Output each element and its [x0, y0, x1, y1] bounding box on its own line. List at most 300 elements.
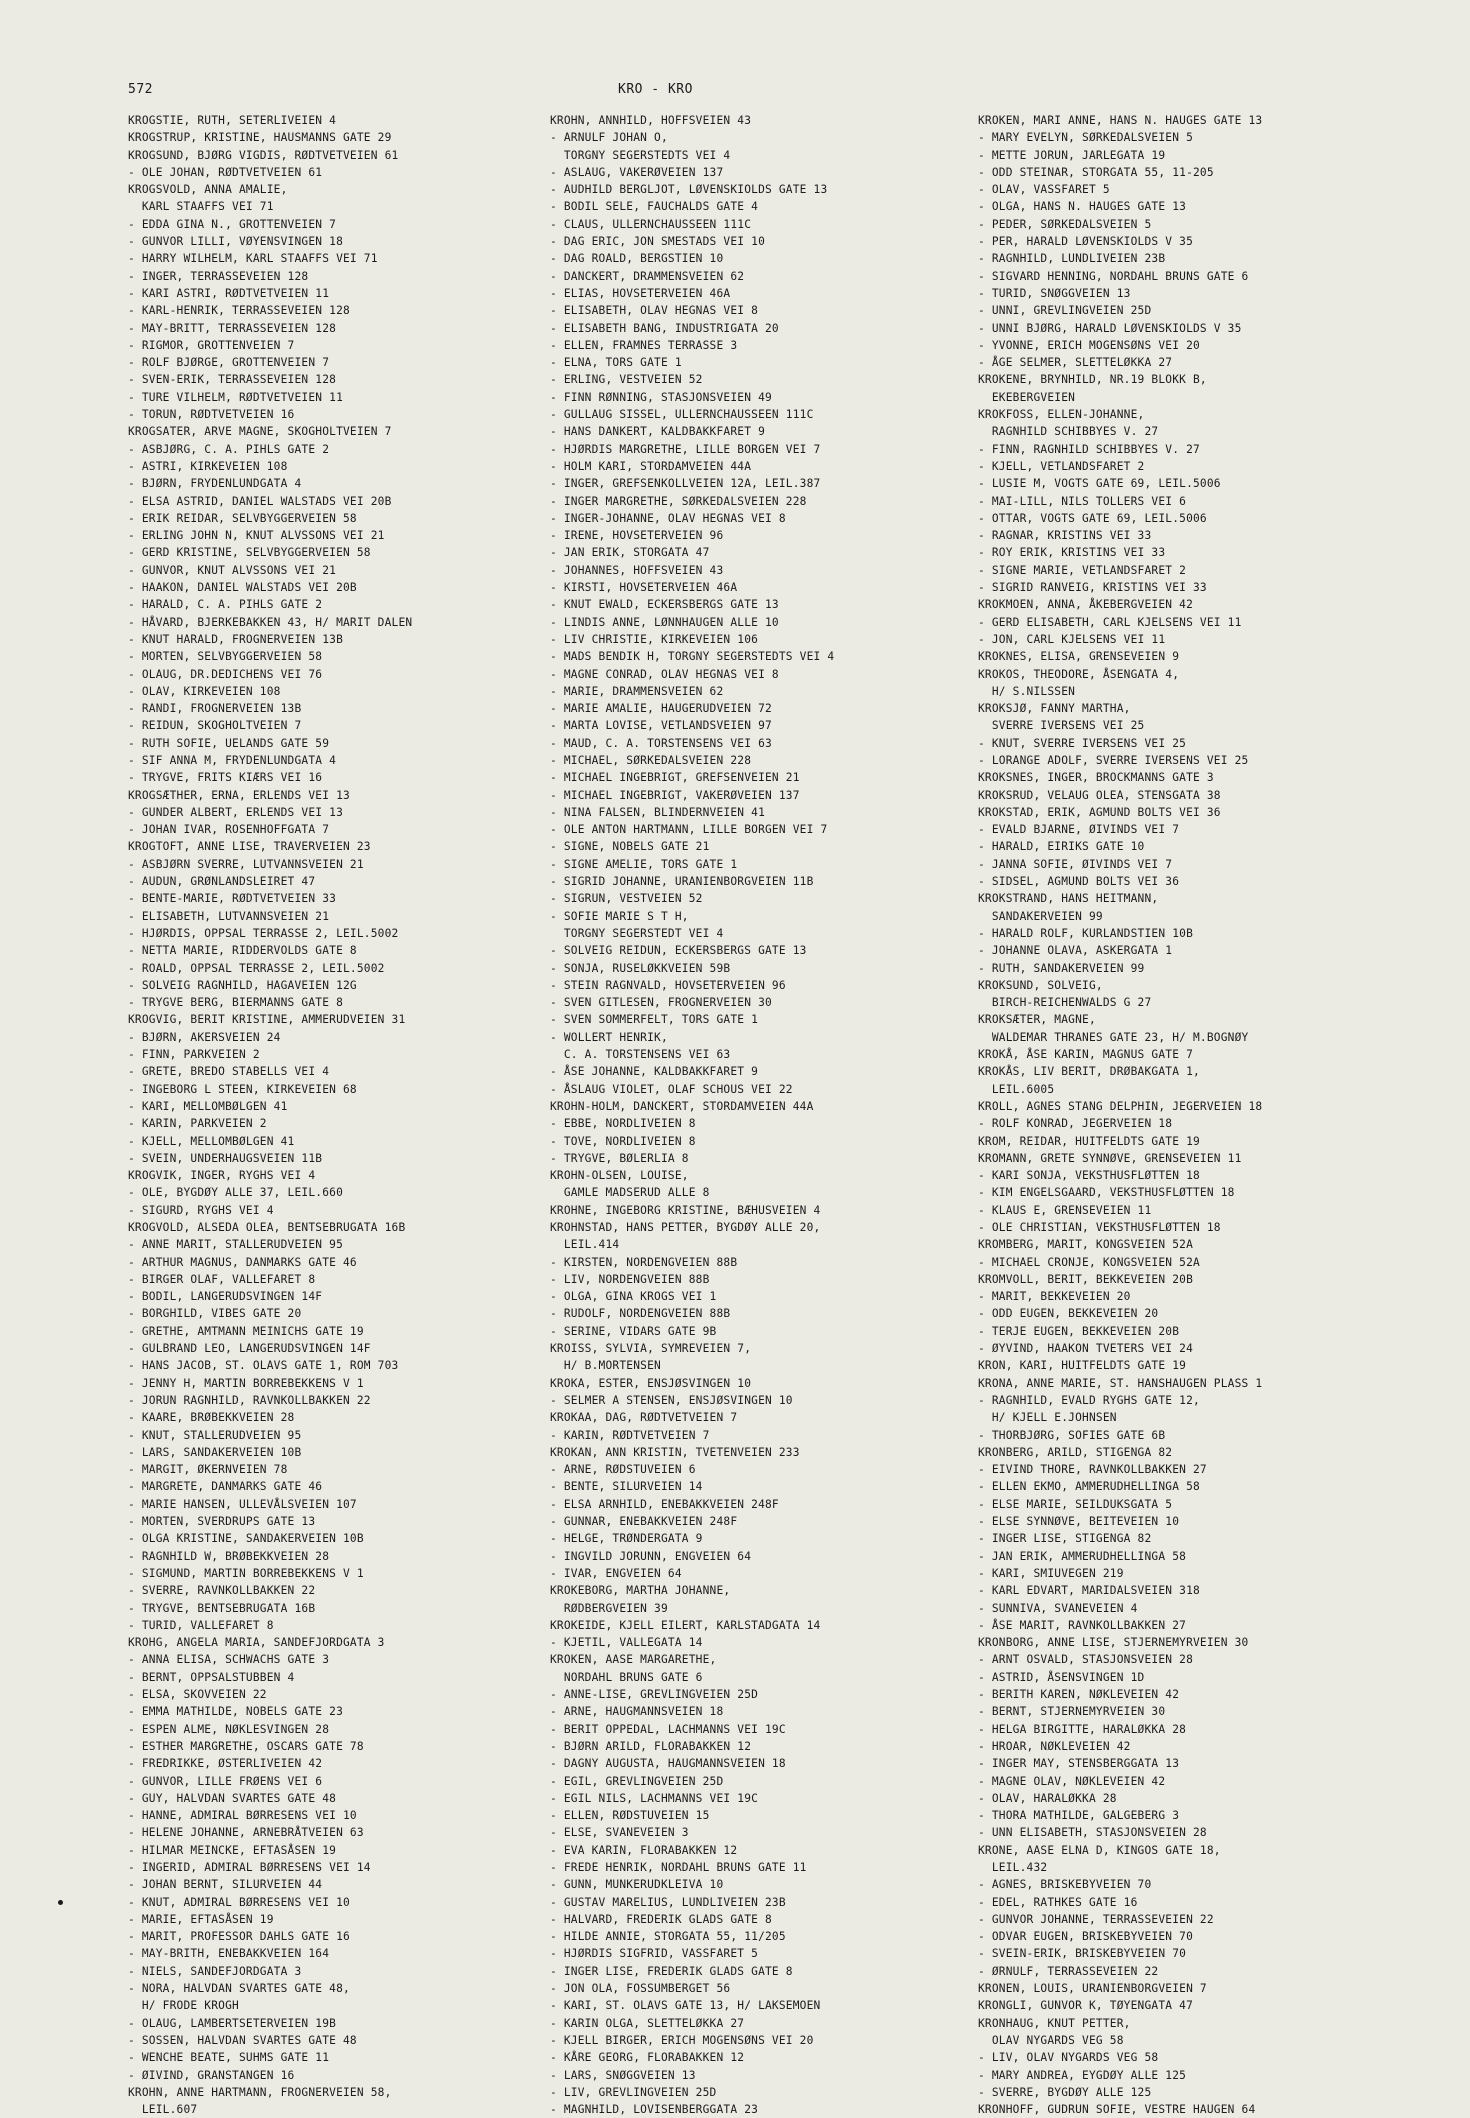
directory-entry: - MARGIT, ØKERNVEIEN 78: [128, 1463, 288, 1477]
directory-entry: - HALVARD, FREDERIK GLADS GATE 8: [550, 1912, 772, 1926]
directory-entry: - SIGNE MARIE, VETLANDSFARET 2: [978, 563, 1187, 577]
directory-entry: - ROLF KONRAD, JEGERVEIEN 18: [978, 1117, 1173, 1131]
directory-entry: KROGSVOLD, ANNA AMALIE,: [128, 183, 288, 197]
page-header: [128, 82, 1378, 102]
directory-entry: - ELSA, SKOVVEIEN 22: [128, 1688, 267, 1702]
directory-entry: - KNUT, ADMIRAL BØRRESENS VEI 10: [128, 1895, 350, 1909]
directory-entry: - JOHAN BERNT, SILURVEIEN 44: [128, 1878, 323, 1892]
directory-entry: KROKSNES, INGER, BROCKMANNS GATE 3: [978, 771, 1214, 785]
directory-entry: LEIL.607: [128, 2103, 198, 2117]
directory-entry: - MARIT, BEKKEVEIEN 20: [978, 1290, 1131, 1304]
directory-entry: - BERNT, STJERNEMYRVEIEN 30: [978, 1705, 1166, 1719]
directory-entry: KROKEBORG, MARTHA JOHANNE,: [550, 1584, 731, 1598]
directory-entry: - EVA KARIN, FLORABAKKEN 12: [550, 1843, 738, 1857]
directory-entry: LEIL.6005: [978, 1082, 1055, 1096]
directory-entry: - ÅSLAUG VIOLET, OLAF SCHOUS VEI 22: [550, 1082, 793, 1096]
directory-entry: KRONEN, LOUIS, URANIENBORGVEIEN 7: [978, 1982, 1207, 1996]
directory-entry: - ELNA, TORS GATE 1: [550, 356, 682, 370]
directory-entry: - MARIT, PROFESSOR DAHLS GATE 16: [128, 1930, 350, 1944]
directory-entry: - INGER LISE, STIGENGA 82: [978, 1532, 1152, 1546]
directory-entry: EKEBERGVEIEN: [978, 390, 1076, 404]
directory-entry: - GERD ELISABETH, CARL KJELSENS VEI 11: [978, 615, 1242, 629]
directory-entry: KROKFOSS, ELLEN-JOHANNE,: [978, 408, 1145, 422]
directory-entry: - ELSA ARNHILD, ENEBAKKVEIEN 248F: [550, 1497, 779, 1511]
directory-entry: - ØYVIND, HAAKON TVETERS VEI 24: [978, 1342, 1193, 1356]
directory-entry: - SOFIE MARIE S T H,: [550, 909, 689, 923]
directory-entry: - ÅSE MARIT, RAVNKOLLBAKKEN 27: [978, 1618, 1187, 1632]
directory-entry: - KARIN, PARKVEIEN 2: [128, 1117, 267, 1131]
column-middle: [550, 112, 995, 2118]
directory-entry: KROGTOFT, ANNE LISE, TRAVERVEIEN 23: [128, 840, 371, 854]
directory-entry: - NORA, HALVDAN SVARTES GATE 48,: [128, 1982, 350, 1996]
directory-entry: - HANS DANKERT, KALDBAKKFARET 9: [550, 425, 765, 439]
directory-entry: - ASTRI, KIRKEVEIEN 108: [128, 459, 288, 473]
directory-entry: - JOHANNE OLAVA, ASKERGATA 1: [978, 944, 1173, 958]
directory-entry: - ANNA ELISA, SCHWACHS GATE 3: [128, 1653, 330, 1667]
directory-entry: - LARS, SNØGGVEIEN 13: [550, 2068, 696, 2082]
directory-entry: - SVERRE, BYGDØY ALLE 125: [978, 2085, 1152, 2099]
directory-entry: KROKAA, DAG, RØDTVETVEIEN 7: [550, 1411, 738, 1425]
directory-entry: - CLAUS, ULLERNCHAUSSEEN 111C: [550, 217, 752, 231]
directory-entry: - THORBJØRG, SOFIES GATE 6B: [978, 1428, 1166, 1442]
directory-entry: - RAGNAR, KRISTINS VEI 33: [978, 529, 1152, 543]
directory-entry: - UNN ELISABETH, STASJONSVEIEN 28: [978, 1826, 1207, 1840]
directory-entry: - ASLAUG, VAKERØVEIEN 137: [550, 165, 724, 179]
directory-entry: - MARY ANDREA, EYGDØY ALLE 125: [978, 2068, 1187, 2082]
directory-entry: KROKOS, THEODORE, ÅSENGATA 4,: [978, 667, 1180, 681]
directory-entry: - SOLVEIG RAGNHILD, HAGAVEIEN 12G: [128, 978, 357, 992]
directory-entry: - ESPEN ALME, NØKLESVINGEN 28: [128, 1722, 330, 1736]
directory-entry: - SIGRID RANVEIG, KRISTINS VEI 33: [978, 581, 1207, 595]
directory-entry: - HELGE, TRØNDERGATA 9: [550, 1532, 703, 1546]
directory-entry: - JAN ERIK, STORGATA 47: [550, 546, 710, 560]
directory-entry: - JAN ERIK, AMMERUDHELLINGA 58: [978, 1549, 1187, 1563]
directory-entry: - EVALD BJARNE, ØIVINDS VEI 7: [978, 823, 1180, 837]
directory-entry: - SONJA, RUSELØKKVEIEN 59B: [550, 961, 731, 975]
directory-entry: SANDAKERVEIEN 99: [978, 909, 1103, 923]
directory-entry: - HARALD, C. A. PIHLS GATE 2: [128, 598, 323, 612]
directory-entry: - STEIN RAGNVALD, HOVSETERVEIEN 96: [550, 978, 786, 992]
directory-entry: - HJØRDIS MARGRETHE, LILLE BORGEN VEI 7: [550, 442, 821, 456]
directory-entry: - BERIT OPPEDAL, LACHMANNS VEI 19C: [550, 1722, 786, 1736]
directory-entry: - GUNNAR, ENEBAKKVEIEN 248F: [550, 1515, 738, 1529]
directory-entry: KRONBORG, ANNE LISE, STJERNEMYRVEIEN 30: [978, 1636, 1249, 1650]
directory-entry: NORDAHL BRUNS GATE 6: [550, 1670, 703, 1684]
directory-entry: - ARNT OSVALD, STASJONSVEIEN 28: [978, 1653, 1193, 1667]
directory-entry: KROKMOEN, ANNA, ÅKEBERGVEIEN 42: [978, 598, 1193, 612]
directory-entry: - ARNULF JOHAN O,: [550, 131, 668, 145]
directory-entry: - KARI, ST. OLAVS GATE 13, H/ LAKSEMOEN: [550, 1999, 821, 2013]
directory-entry: - FINN, RAGNHILD SCHIBBYES V. 27: [978, 442, 1200, 456]
directory-entry: - ERLING, VESTVEIEN 52: [550, 373, 703, 387]
directory-entry: - ODD STEINAR, STORGATA 55, 11-205: [978, 165, 1214, 179]
directory-entry: - ØIVIND, GRANSTANGEN 16: [128, 2068, 295, 2082]
directory-entry: - KNUT EWALD, ECKERSBERGS GATE 13: [550, 598, 779, 612]
directory-entry: - ØRNULF, TERRASSEVEIEN 22: [978, 1964, 1159, 1978]
directory-entry: KROKENE, BRYNHILD, NR.19 BLOKK B,: [978, 373, 1207, 387]
directory-entry: - SIGNE, NOBELS GATE 21: [550, 840, 710, 854]
directory-entry: KROKÅ, ÅSE KARIN, MAGNUS GATE 7: [978, 1048, 1193, 1062]
directory-entry: - GULBRAND LEO, LANGERUDSVINGEN 14F: [128, 1342, 371, 1356]
directory-entry: KROGSTIE, RUTH, SETERLIVEIEN 4: [128, 114, 337, 127]
directory-entry: - ELISABETH, OLAV HEGNAS VEI 8: [550, 304, 759, 318]
directory-entry: KROGSATER, ARVE MAGNE, SKOGHOLTVEIEN 7: [128, 425, 392, 439]
directory-entry: KRONHOFF, GUDRUN SOFIE, VESTRE HAUGEN 64: [978, 2103, 1256, 2117]
directory-entry: KARL STAAFFS VEI 71: [128, 200, 274, 214]
directory-entry: KROKSÆTER, MAGNE,: [978, 1013, 1096, 1027]
directory-entry: - EDEL, RATHKES GATE 16: [978, 1895, 1138, 1909]
directory-entry: - INGER, GREFSENKOLLVEIEN 12A, LEIL.387: [550, 477, 821, 491]
directory-entry: - KJELL, VETLANDSFARET 2: [978, 459, 1145, 473]
directory-entry: - KJETIL, VALLEGATA 14: [550, 1636, 703, 1650]
directory-entry: KROKSUND, SOLVEIG,: [978, 978, 1103, 992]
directory-entry: - ODD EUGEN, BEKKEVEIEN 20: [978, 1307, 1159, 1321]
column-right: [978, 112, 1423, 2118]
directory-entry: - KJELL, MELLOMBØLGEN 41: [128, 1134, 295, 1148]
directory-entry: - SIGRUN, VESTVEIEN 52: [550, 892, 703, 906]
directory-entry: - BODIL SELE, FAUCHALDS GATE 4: [550, 200, 759, 214]
directory-entry: GAMLE MADSERUD ALLE 8: [550, 1186, 710, 1200]
directory-entry: - BJØRN, FRYDENLUNDGATA 4: [128, 477, 302, 491]
directory-entry: - LIV, GREVLINGVEIEN 25D: [550, 2085, 717, 2099]
directory-entry: KROHN-OLSEN, LOUISE,: [550, 1169, 689, 1183]
directory-entry: KROKÅS, LIV BERIT, DRØBAKGATA 1,: [978, 1065, 1200, 1079]
directory-entry: H/ FRODE KROGH: [128, 1999, 239, 2013]
directory-entry: KROKSTAD, ERIK, AGMUND BOLTS VEI 36: [978, 805, 1221, 819]
directory-entry: - BERITH KAREN, NØKLEVEIEN 42: [978, 1688, 1180, 1702]
directory-entry: - MICHAEL, SØRKEDALSVEIEN 228: [550, 753, 752, 767]
directory-entry: - EIVIND THORE, RAVNKOLLBAKKEN 27: [978, 1463, 1207, 1477]
directory-entry: - GUY, HALVDAN SVARTES GATE 48: [128, 1791, 337, 1805]
directory-entry: - OTTAR, VOGTS GATE 69, LEIL.5006: [978, 511, 1207, 525]
directory-entry: - ELLEN EKMO, AMMERUDHELLINGA 58: [978, 1480, 1200, 1494]
running-title: KRO - KRO: [618, 82, 693, 97]
directory-entry: - DAGNY AUGUSTA, HAUGMANNSVEIEN 18: [550, 1757, 786, 1771]
directory-entry: - MORTEN, SELVBYGGERVEIEN 58: [128, 650, 323, 664]
directory-entry: - ROLF BJØRGE, GROTTENVEIEN 7: [128, 356, 330, 370]
directory-entry: KRONE, AASE ELNA D, KINGOS GATE 18,: [978, 1843, 1221, 1857]
directory-entry: - HILMAR MEINCKE, EFTASÅSEN 19: [128, 1843, 337, 1857]
margin-dot: [58, 1900, 63, 1905]
directory-entry: - KNUT, STALLERUDVEIEN 95: [128, 1428, 302, 1442]
directory-entry: KROISS, SYLVIA, SYMREVEIEN 7,: [550, 1342, 752, 1356]
directory-entry: - KARIN OLGA, SLETTELØKKA 27: [550, 2016, 745, 2030]
directory-entry: - SUNNIVA, SVANEVEIEN 4: [978, 1601, 1138, 1615]
directory-entry: - SOLVEIG REIDUN, ECKERSBERGS GATE 13: [550, 944, 807, 958]
directory-entry: - LIV, NORDENGVEIEN 88B: [550, 1272, 710, 1286]
directory-entry: - PER, HARALD LØVENSKIOLDS V 35: [978, 235, 1193, 249]
directory-entry: - INGERID, ADMIRAL BØRRESENS VEI 14: [128, 1860, 371, 1874]
directory-entry: - OLE JOHAN, RØDTVETVEIEN 61: [128, 165, 323, 179]
directory-entry: - SIGURD, RYGHS VEI 4: [128, 1203, 274, 1217]
directory-entry: - SVEN-ERIK, TERRASSEVEIEN 128: [128, 373, 337, 387]
directory-entry: KROKEN, AASE MARGARETHE,: [550, 1653, 717, 1667]
directory-entry: - JOHAN IVAR, ROSENHOFFGATA 7: [128, 823, 330, 837]
directory-entry: - HAAKON, DANIEL WALSTADS VEI 20B: [128, 581, 357, 595]
directory-entry: - ODVAR EUGEN, BRISKEBYVEIEN 70: [978, 1930, 1193, 1944]
directory-entry: KROGSTRUP, KRISTINE, HAUSMANNS GATE 29: [128, 131, 392, 145]
directory-entry: - OLGA, HANS N. HAUGES GATE 13: [978, 200, 1187, 214]
directory-entry: - GUNVOR JOHANNE, TERRASSEVEIEN 22: [978, 1912, 1214, 1926]
directory-entry: - KARI, SMIUVEGEN 219: [978, 1566, 1124, 1580]
directory-entry: - BERNT, OPPSALSTUBBEN 4: [128, 1670, 295, 1684]
directory-entry: - TERJE EUGEN, BEKKEVEIEN 20B: [978, 1324, 1180, 1338]
directory-entry: - GUNN, MUNKERUDKLEIVA 10: [550, 1878, 724, 1892]
directory-entry: - TRYGVE BERG, BIERMANNS GATE 8: [128, 996, 343, 1010]
directory-entry: - GUNDER ALBERT, ERLENDS VEI 13: [128, 805, 343, 819]
directory-entry: - ELSE, SVANEVEIEN 3: [550, 1826, 689, 1840]
directory-entry: KROGVIK, INGER, RYGHS VEI 4: [128, 1169, 316, 1183]
directory-entry: - JON, CARL KJELSENS VEI 11: [978, 632, 1166, 646]
directory-entry: - KARI ASTRI, RØDTVETVEIEN 11: [128, 286, 330, 300]
directory-entry: - KÅRE GEORG, FLORABAKKEN 12: [550, 2051, 745, 2065]
directory-entry: KROGSÆTHER, ERNA, ERLENDS VEI 13: [128, 788, 350, 802]
directory-entry: - MAY-BRITH, ENEBAKKVEIEN 164: [128, 1947, 330, 1961]
directory-entry: KROKNES, ELISA, GRENSEVEIEN 9: [978, 650, 1180, 664]
directory-entry: KROKSRUD, VELAUG OLEA, STENSGATA 38: [978, 788, 1221, 802]
directory-entry: - MORTEN, SVERDRUPS GATE 13: [128, 1515, 316, 1529]
directory-entry: - ÅGE SELMER, SLETTELØKKA 27: [978, 356, 1173, 370]
directory-entry: KROGVOLD, ALSEDA OLEA, BENTSEBRUGATA 16B: [128, 1221, 406, 1234]
directory-entry: - ELLEN, RØDSTUVEIEN 15: [550, 1809, 710, 1823]
directory-entry: - EGIL NILS, LACHMANNS VEI 19C: [550, 1791, 759, 1805]
directory-entry: - RANDI, FROGNERVEIEN 13B: [128, 702, 302, 716]
directory-entry: - RAGNHILD, EVALD RYGHS GATE 12,: [978, 1393, 1200, 1407]
directory-entry: - METTE JORUN, JARLEGATA 19: [978, 148, 1166, 162]
directory-entry: - GRETE, BREDO STABELLS VEI 4: [128, 1065, 330, 1079]
directory-entry: - TOVE, NORDLIVEIEN 8: [550, 1134, 696, 1148]
directory-entry: - BIRGER OLAF, VALLEFARET 8: [128, 1272, 316, 1286]
directory-entry: - MARIE, DRAMMENSVEIEN 62: [550, 684, 724, 698]
directory-entry: - OLGA KRISTINE, SANDAKERVEIEN 10B: [128, 1532, 364, 1546]
directory-entry: - LIV, OLAV NYGARDS VEG 58: [978, 2051, 1159, 2065]
directory-entry: - BENTE-MARIE, RØDTVETVEIEN 33: [128, 892, 337, 906]
directory-entry: - JORUN RAGNHILD, RAVNKOLLBAKKEN 22: [128, 1393, 371, 1407]
directory-entry: - INGER MARGRETHE, SØRKEDALSVEIEN 228: [550, 494, 807, 508]
directory-entry: KROGVIG, BERIT KRISTINE, AMMERUDVEIEN 31: [128, 1013, 406, 1027]
directory-entry: - INGER MAY, STENSBERGGATA 13: [978, 1757, 1180, 1771]
directory-entry: - LIV CHRISTIE, KIRKEVEIEN 106: [550, 632, 759, 646]
directory-entry: - TORUN, RØDTVETVEIEN 16: [128, 408, 295, 422]
directory-entry: - MAGNE OLAV, NØKLEVEIEN 42: [978, 1774, 1166, 1788]
directory-entry: - OLAV, KIRKEVEIEN 108: [128, 684, 281, 698]
directory-entry: - HJØRDIS, OPPSAL TERRASSE 2, LEIL.5002: [128, 926, 399, 940]
directory-entry: - RUDOLF, NORDENGVEIEN 88B: [550, 1307, 731, 1321]
directory-entry: - OLAV, VASSFARET 5: [978, 183, 1110, 197]
directory-entry: - MAGNE CONRAD, OLAV HEGNAS VEI 8: [550, 667, 779, 681]
directory-entry: - GULLAUG SISSEL, ULLERNCHAUSSEEN 111C: [550, 408, 814, 422]
directory-entry: - UNNI BJØRG, HARALD LØVENSKIOLDS V 35: [978, 321, 1242, 335]
directory-entry: - MARY EVELYN, SØRKEDALSVEIEN 5: [978, 131, 1193, 145]
column-left: [128, 112, 573, 2118]
directory-entry: - YVONNE, ERICH MOGENSØNS VEI 20: [978, 338, 1200, 352]
directory-entry: - SIGNE AMELIE, TORS GATE 1: [550, 857, 738, 871]
directory-entry: - LINDIS ANNE, LØNNHAUGEN ALLE 10: [550, 615, 779, 629]
directory-entry: - KIRSTI, HOVSETERVEIEN 46A: [550, 581, 738, 595]
directory-entry: - INGVILD JORUNN, ENGVEIEN 64: [550, 1549, 752, 1563]
directory-entry: KROKSJØ, FANNY MARTHA,: [978, 702, 1131, 716]
directory-entry: - MARIE HANSEN, ULLEVÅLSVEIEN 107: [128, 1497, 357, 1511]
directory-entry: - RAGNHILD W, BRØBEKKVEIEN 28: [128, 1549, 330, 1563]
directory-entry: KROHN, ANNE HARTMANN, FROGNERVEIEN 58,: [128, 2085, 392, 2099]
directory-entry: - SELMER A STENSEN, ENSJØSVINGEN 10: [550, 1393, 793, 1407]
directory-entry: - MARTA LOVISE, VETLANDSVEIEN 97: [550, 719, 772, 733]
directory-entry: KRONHAUG, KNUT PETTER,: [978, 2016, 1131, 2030]
directory-entry: - KLAUS E, GRENSEVEIEN 11: [978, 1203, 1152, 1217]
directory-entry: - ROALD, OPPSAL TERRASSE 2, LEIL.5002: [128, 961, 385, 975]
directory-entry: - SERINE, VIDARS GATE 9B: [550, 1324, 717, 1338]
directory-entry: - OLAUG, DR.DEDICHENS VEI 76: [128, 667, 323, 681]
directory-entry: - ELISABETH BANG, INDUSTRIGATA 20: [550, 321, 779, 335]
directory-entry: BIRCH-REICHENWALDS G 27: [978, 996, 1152, 1010]
directory-entry: - HÅVARD, BJERKEBAKKEN 43, H/ MARIT DALEN: [128, 615, 413, 629]
directory-entry: - THORA MATHILDE, GALGEBERG 3: [978, 1809, 1180, 1823]
directory-entry: - ERIK REIDAR, SELVBYGGERVEIEN 58: [128, 511, 357, 525]
directory-entry: - IVAR, ENGVEIEN 64: [550, 1566, 682, 1580]
directory-entry: H/ S.NILSSEN: [978, 684, 1076, 698]
directory-entry: - ARTHUR MAGNUS, DANMARKS GATE 46: [128, 1255, 357, 1269]
directory-entry: - MAY-BRITT, TERRASSEVEIEN 128: [128, 321, 337, 335]
directory-entry: - LARS, SANDAKERVEIEN 10B: [128, 1445, 302, 1459]
directory-entry: - KIM ENGELSGAARD, VEKSTHUSFLØTTEN 18: [978, 1186, 1235, 1200]
directory-entry: KROM, REIDAR, HUITFELDTS GATE 19: [978, 1134, 1200, 1148]
directory-entry: - MARIE AMALIE, HAUGERUDVEIEN 72: [550, 702, 772, 716]
directory-entry: - TRYGVE, BØLERLIA 8: [550, 1151, 689, 1165]
directory-entry: KROKSTRAND, HANS HEITMANN,: [978, 892, 1159, 906]
directory-entry: KRON, KARI, HUITFELDTS GATE 19: [978, 1359, 1187, 1373]
directory-entry: - OLE, BYGDØY ALLE 37, LEIL.660: [128, 1186, 343, 1200]
directory-entry: TORGNY SEGERSTEDT VEI 4: [550, 926, 724, 940]
directory-entry: - HARALD ROLF, KURLANDSTIEN 10B: [978, 926, 1193, 940]
directory-entry: - NINA FALSEN, BLINDERNVEIEN 41: [550, 805, 765, 819]
directory-entry: - SIF ANNA M, FRYDENLUNDGATA 4: [128, 753, 337, 767]
directory-entry: - MARIE, EFTASÅSEN 19: [128, 1912, 274, 1926]
directory-entry: - ELLEN, FRAMNES TERRASSE 3: [550, 338, 738, 352]
directory-entry: - MADS BENDIK H, TORGNY SEGERSTEDTS VEI 4: [550, 650, 835, 664]
directory-entry: - JOHANNES, HOFFSVEIEN 43: [550, 563, 724, 577]
directory-entry: - HROAR, NØKLEVEIEN 42: [978, 1739, 1131, 1753]
directory-entry: KROKA, ESTER, ENSJØSVINGEN 10: [550, 1376, 752, 1390]
directory-entry: KROHN-HOLM, DANCKERT, STORDAMVEIEN 44A: [550, 1099, 814, 1113]
directory-entry: - EDDA GINA N., GROTTENVEIEN 7: [128, 217, 337, 231]
directory-entry: KRONBERG, ARILD, STIGENGA 82: [978, 1445, 1173, 1459]
directory-entry: - MAGNHILD, LOVISENBERGGATA 23: [550, 2103, 759, 2117]
directory-entry: - INGER LISE, FREDERIK GLADS GATE 8: [550, 1964, 793, 1978]
directory-entry: RAGNHILD SCHIBBYES V. 27: [978, 425, 1159, 439]
directory-entry: LEIL.414: [550, 1238, 620, 1252]
directory-entry: - EGIL, GREVLINGVEIEN 25D: [550, 1774, 724, 1788]
directory-entry: - ESTHER MARGRETHE, OSCARS GATE 78: [128, 1739, 364, 1753]
directory-entry: - ASTRID, ÅSENSVINGEN 1D: [978, 1670, 1145, 1684]
directory-entry: - SOSSEN, HALVDAN SVARTES GATE 48: [128, 2033, 357, 2047]
directory-entry: - SIDSEL, AGMUND BOLTS VEI 36: [978, 875, 1180, 889]
directory-entry: KROHG, ANGELA MARIA, SANDEFJORDGATA 3: [128, 1636, 385, 1650]
directory-entry: - JON OLA, FOSSUMBERGET 56: [550, 1982, 731, 1996]
directory-entry: - ASBJØRN SVERRE, LUTVANNSVEIEN 21: [128, 857, 364, 871]
directory-entry: - KARI SONJA, VEKSTHUSFLØTTEN 18: [978, 1169, 1200, 1183]
directory-entry: - ANNE-LISE, GREVLINGVEIEN 25D: [550, 1688, 759, 1702]
directory-entry: - KIRSTEN, NORDENGVEIEN 88B: [550, 1255, 738, 1269]
page-number: 572: [128, 82, 153, 97]
directory-entry: KROKEIDE, KJELL EILERT, KARLSTADGATA 14: [550, 1618, 821, 1632]
directory-entry: - TURID, VALLEFARET 8: [128, 1618, 274, 1632]
directory-entry: - EBBE, NORDLIVEIEN 8: [550, 1117, 696, 1131]
directory-entry: - INGER-JOHANNE, OLAV HEGNAS VEI 8: [550, 511, 786, 525]
directory-entry: KROGSUND, BJØRG VIGDIS, RØDTVETVEIEN 61: [128, 148, 399, 162]
directory-entry: - HELENE JOHANNE, ARNEBRÅTVEIEN 63: [128, 1826, 364, 1840]
directory-entry: TORGNY SEGERSTEDTS VEI 4: [550, 148, 731, 162]
directory-entry: KROKEN, MARI ANNE, HANS N. HAUGES GATE 13: [978, 114, 1263, 127]
directory-entry: - RAGNHILD, LUNDLIVEIEN 23B: [978, 252, 1166, 266]
directory-entry: - TRYGVE, BENTSEBRUGATA 16B: [128, 1601, 316, 1615]
directory-entry: - INGEBORG L STEEN, KIRKEVEIEN 68: [128, 1082, 357, 1096]
directory-entry: KROKAN, ANN KRISTIN, TVETENVEIEN 233: [550, 1445, 800, 1459]
directory-entry: - INGER, TERRASSEVEIEN 128: [128, 269, 309, 283]
directory-entry: - KNUT HARALD, FROGNERVEIEN 13B: [128, 632, 343, 646]
directory-entry: - REIDUN, SKOGHOLTVEIEN 7: [128, 719, 302, 733]
directory-entry: - KARL-HENRIK, TERRASSEVEIEN 128: [128, 304, 350, 318]
directory-entry: - SVEIN, UNDERHAUGSVEIEN 11B: [128, 1151, 323, 1165]
directory-entry: - AGNES, BRISKEBYVEIEN 70: [978, 1878, 1152, 1892]
directory-entry: - LUSIE M, VOGTS GATE 69, LEIL.5006: [978, 477, 1221, 491]
directory-entry: KROHN, ANNHILD, HOFFSVEIEN 43: [550, 114, 752, 127]
directory-entry: RØDBERGVEIEN 39: [550, 1601, 668, 1615]
directory-entry: KROMVOLL, BERIT, BEKKEVEIEN 20B: [978, 1272, 1193, 1286]
directory-entry: KROLL, AGNES STANG DELPHIN, JEGERVEIEN 18: [978, 1099, 1263, 1113]
directory-entry: - JENNY H, MARTIN BORREBEKKENS V 1: [128, 1376, 364, 1390]
directory-entry: - HANS JACOB, ST. OLAVS GATE 1, ROM 703: [128, 1359, 399, 1373]
directory-entry: - OLAV, HARALØKKA 28: [978, 1791, 1117, 1805]
directory-entry: C. A. TORSTENSENS VEI 63: [550, 1048, 731, 1062]
directory-entry: - ANNE MARIT, STALLERUDVEIEN 95: [128, 1238, 343, 1252]
directory-entry: KROMANN, GRETE SYNNØVE, GRENSEVEIEN 11: [978, 1151, 1242, 1165]
directory-entry: - TURID, SNØGGVEIEN 13: [978, 286, 1131, 300]
directory-entry: - SIGMUND, MARTIN BORREBEKKENS V 1: [128, 1566, 364, 1580]
directory-entry: - FINN, PARKVEIEN 2: [128, 1048, 260, 1062]
directory-entry: - IRENE, HOVSETERVEIEN 96: [550, 529, 724, 543]
directory-entry: OLAV NYGARDS VEG 58: [978, 2033, 1124, 2047]
directory-entry: - SIGVARD HENNING, NORDAHL BRUNS GATE 6: [978, 269, 1249, 283]
directory-entry: - HILDE ANNIE, STORGATA 55, 11/205: [550, 1930, 786, 1944]
directory-entry: - NETTA MARIE, RIDDERVOLDS GATE 8: [128, 944, 357, 958]
directory-entry: KRONA, ANNE MARIE, ST. HANSHAUGEN PLASS 1: [978, 1376, 1263, 1390]
directory-entry: - TURE VILHELM, RØDTVETVEIEN 11: [128, 390, 343, 404]
directory-entry: - AUDHILD BERGLJOT, LØVENSKIOLDS GATE 13: [550, 183, 828, 197]
directory-entry: - SVEIN-ERIK, BRISKEBYVEIEN 70: [978, 1947, 1187, 1961]
directory-entry: - GUNVOR LILLI, VØYENSVINGEN 18: [128, 235, 343, 249]
directory-entry: - RIGMOR, GROTTENVEIEN 7: [128, 338, 295, 352]
directory-entry: - FREDE HENRIK, NORDAHL BRUNS GATE 11: [550, 1860, 807, 1874]
directory-entry: SVERRE IVERSENS VEI 25: [978, 719, 1145, 733]
directory-entry: - AUDUN, GRØNLANDSLEIRET 47: [128, 875, 316, 889]
directory-entry: - MICHAEL CRONJE, KONGSVEIEN 52A: [978, 1255, 1200, 1269]
directory-entry: - ELISABETH, LUTVANNSVEIEN 21: [128, 909, 330, 923]
directory-entry: WALDEMAR THRANES GATE 23, H/ M.BOGNØY: [978, 1030, 1249, 1044]
directory-entry: - ELSA ASTRID, DANIEL WALSTADS VEI 20B: [128, 494, 392, 508]
directory-entry: - SVEN SOMMERFELT, TORS GATE 1: [550, 1013, 759, 1027]
directory-entry: - WENCHE BEATE, SUHMS GATE 11: [128, 2051, 330, 2065]
directory-entry: - GUSTAV MARELIUS, LUNDLIVEIEN 23B: [550, 1895, 786, 1909]
directory-entry: - FREDRIKKE, ØSTERLIVEIEN 42: [128, 1757, 323, 1771]
directory-entry: - ELSE SYNNØVE, BEITEVEIEN 10: [978, 1515, 1180, 1529]
directory-entry: - KARIN, RØDTVETVEIEN 7: [550, 1428, 710, 1442]
directory-entry: - ARNE, RØDSTUVEIEN 6: [550, 1463, 696, 1477]
directory-entry: - GRETHE, AMTMANN MEINICHS GATE 19: [128, 1324, 364, 1338]
directory-entry: - KAARE, BRØBEKKVEIEN 28: [128, 1411, 295, 1425]
directory-entry: - JANNA SOFIE, ØIVINDS VEI 7: [978, 857, 1173, 871]
directory-entry: H/ B.MORTENSEN: [550, 1359, 661, 1373]
directory-entry: - KARL EDVART, MARIDALSVEIEN 318: [978, 1584, 1200, 1598]
